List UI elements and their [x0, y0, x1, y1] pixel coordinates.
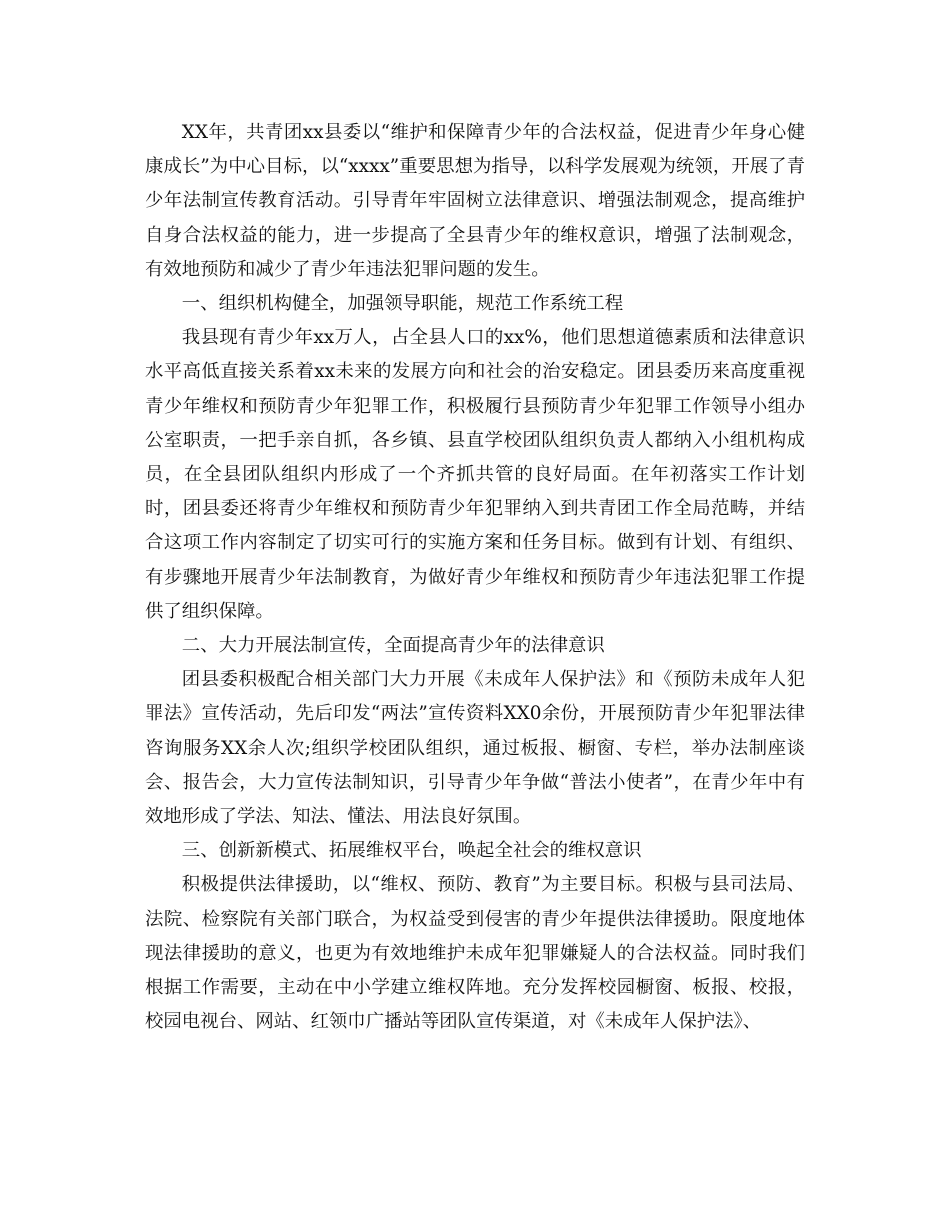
document-page — [145, 116, 805, 1039]
section-1-paragraph: 我县现有青少年xx万人，占全县人口的xx%，他们思想道德素质和法律意识水平高低直接关系着xx未来的发展方向和社会的治安稳定。团县委历来高度重视青少年维权和预防青少年犯罪工作，积极履行县预防青少年犯罪工作领导小组办公室职责，一把手亲自抓，各乡镇、县直学校团队组织负责人都纳入小组机构成员，在全县团队组织内形成了一个齐抓共管的良好局面。在年初落实工作计划时，团县委还将青少年维权和预防青少年犯罪纳入到共青团工作全局范畴，并结合这项工作内容制定了切实可行的实施方案和任务目标。做到有计划、有组织、有步骤地开展青少年法制教育，为做好青少年维权和预防青少年违法犯罪工作提供了组织保障。 — [145, 327, 805, 622]
section-heading-1: 一、组织机构健全，加强领导职能，规范工作系统工程 — [181, 293, 624, 315]
section-2-paragraph: 团县委积极配合相关部门大力开展《未成年人保护法》和《预防未成年人犯罪法》宣传活动，先后印发“两法”宣传资料XX0余份，开展预防青少年犯罪法律咨询服务XX余人次;组织学校团队组织，通过板报、橱窗、专栏，举办法制座谈会、报告会，大力宣传法制知识，引导青少年争做“普法小使者”，在青少年中有效地形成了学法、知法、懂法、用法良好氛围。 — [145, 669, 805, 828]
section-3-paragraph: 积极提供法律援助，以“维权、预防、教育”为主要目标。积极与县司法局、法院、检察院有关部门联合，为权益受到侵害的青少年提供法律援助。限度地体现法律援助的意义，也更为有效地维护未成年犯罪嫌疑人的合法权益。同时我们根据工作需要，主动在中小学建立维权阵地。充分发挥校园橱窗、板报、校报，校园电视台、网站、红领巾广播站等团队宣传渠道，对《未成年人保护法》、 — [145, 874, 805, 1033]
intro-paragraph: XX年，共青团xx县委以“维护和保障青少年的合法权益，促进青少年身心健康成长”为中心目标，以“xxxx”重要思想为指导，以科学发展观为统领，开展了青少年法制宣传教育活动。引导青年牢固树立法律意识、增强法制观念，提高维护自身合法权益的能力，进一步提高了全县青少年的维权意识，增强了法制观念，有效地预防和减少了青少年违法犯罪问题的发生。 — [145, 122, 805, 280]
section-heading-3: 三、创新新模式、拓展维权平台，唤起全社会的维权意识 — [181, 840, 642, 862]
section-heading-2: 二、大力开展法制宣传，全面提高青少年的法律意识 — [181, 635, 605, 657]
